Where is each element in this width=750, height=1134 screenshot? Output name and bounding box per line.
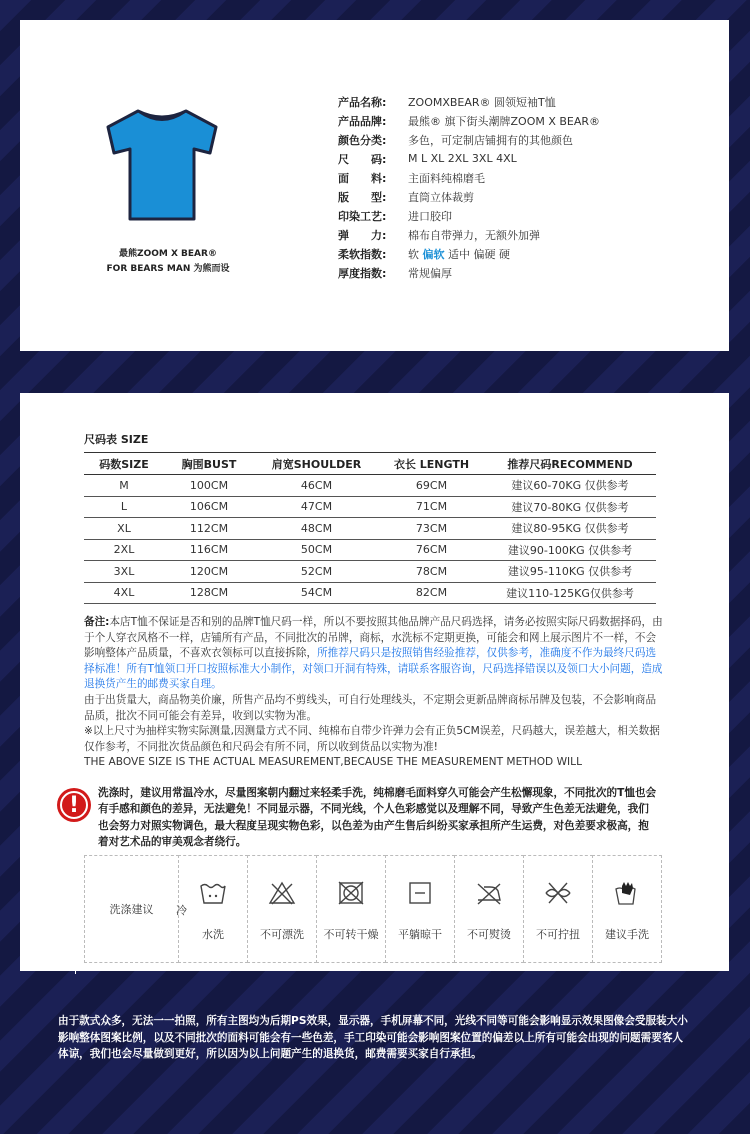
note-label: 备注: — [84, 616, 110, 628]
note-highlight: 所推荐尺码只是按照销售经验推荐，仅供参考，准确度不作为最终尺码选择标准！所有T恤领口开口按照标准大小制作，对领口开洞有特殊，请联系客服咨询，尺码选择错误以及领口大小问题，造成退换货产生的邮费买家自理。 — [84, 647, 663, 691]
cell: 82CM — [379, 582, 484, 604]
spec-row — [338, 111, 718, 130]
hand-wash-icon — [613, 880, 641, 906]
note-paragraph: ※以上尺寸为抽样实物实际测量,因测量方式不同、纯棉布自带少许弹力会有正负5CM误差，尺码越大，误差越大，相关数据仅作参考，不同批次货品颜色和尺码会有所不同，所以收到货品以实物为准! — [84, 725, 660, 753]
no-iron-icon — [475, 880, 503, 906]
cell: 4XL — [84, 582, 164, 604]
spec-value: 最熊® 旗下街头潮牌ZOOM X BEAR® — [408, 114, 601, 128]
no-wring-icon — [544, 880, 572, 906]
care-caption: 不可熨烫 — [467, 928, 511, 941]
cell: 建议80-95KG 仅供参考 — [484, 518, 656, 540]
cell: 71CM — [379, 496, 484, 518]
cell: 建议90-100KG 仅供参考 — [484, 539, 656, 561]
spec-key: 弹 力: — [338, 228, 387, 242]
size-notes — [84, 615, 664, 771]
spec-value: 主面料纯棉磨毛 — [408, 171, 485, 185]
spec-key: 版 型: — [338, 190, 387, 204]
table-row — [84, 582, 656, 604]
spec-key: 产品品牌: — [338, 114, 387, 128]
spec-row — [338, 168, 718, 187]
table-row — [84, 518, 656, 540]
cell: 建议110-125KG仅供参考 — [484, 582, 656, 604]
spec-row — [338, 206, 718, 225]
cell: 78CM — [379, 561, 484, 583]
cell: 112CM — [164, 518, 254, 540]
spec-row — [338, 244, 718, 263]
spec-row — [338, 187, 718, 206]
divider-tick — [75, 966, 76, 974]
note-paragraph: THE ABOVE SIZE IS THE ACTUAL MEASUREMENT,BECAUSE THE MEASUREMENT METHOD WILL — [84, 756, 582, 769]
care-caption: 建议手洗 — [605, 928, 649, 941]
cell: 120CM — [164, 561, 254, 583]
cell: 76CM — [379, 539, 484, 561]
column-header: 推荐尺码RECOMMEND — [484, 453, 656, 475]
wash-warning: 洗涤时，建议用常温冷水，尽量图案朝内翻过来轻柔手洗，纯棉磨毛面料穿久可能会产生松懈现象，不同批次的T恤也会有手感和颜色的差异，无法避免！不同显示器，不同光线，个人色彩感觉以及理解不同，导致产生色差无法避免，我们也会努力对照实物调色，最大程度呈现实物色彩，以色差为由产生售后纠纷买家承担所产生运费，对色差要求极高，抱着对艺术品的审美观念者绕行。 — [98, 787, 657, 849]
cell: 73CM — [379, 518, 484, 540]
cell: 建议95-110KG 仅供参考 — [484, 561, 656, 583]
softness-selected: 偏软 — [422, 247, 445, 261]
cell: 100CM — [164, 475, 254, 497]
cell: 69CM — [379, 475, 484, 497]
spec-row — [338, 92, 718, 111]
care-item — [385, 855, 455, 963]
spec-row — [338, 149, 718, 168]
cell: M — [84, 475, 164, 497]
cell: 106CM — [164, 496, 254, 518]
care-caption: 平躺晾干 — [398, 928, 442, 941]
column-header: 码数SIZE — [84, 453, 164, 475]
spec-value: ZOOMXBEAR® 圆领短袖T恤 — [408, 95, 556, 109]
column-header: 肩宽SHOULDER — [254, 453, 379, 475]
cell: 建议70-80KG 仅供参考 — [484, 496, 656, 518]
hand-wash-tub-icon — [199, 880, 227, 906]
table-row — [84, 475, 656, 497]
cell: 128CM — [164, 582, 254, 604]
column-header: 衣长 LENGTH — [379, 453, 484, 475]
size-chart-title: 尺码表 SIZE — [84, 433, 149, 446]
note-paragraph — [84, 615, 664, 693]
spec-key: 厚度指数: — [338, 266, 387, 280]
tshirt-icon — [106, 105, 218, 223]
cell: 2XL — [84, 539, 164, 561]
size-care-panel — [20, 393, 729, 971]
spec-row — [338, 130, 718, 149]
spec-value: 常规偏厚 — [408, 266, 452, 280]
cell: 建议60-70KG 仅供参考 — [484, 475, 656, 497]
spec-key: 颜色分类: — [338, 133, 387, 147]
cold-water-label: 冷 — [176, 904, 187, 917]
size-table-header — [84, 453, 656, 475]
spec-value: M L XL 2XL 3XL 4XL — [408, 152, 517, 165]
spec-row — [338, 263, 718, 282]
care-table — [84, 855, 672, 963]
no-bleach-icon — [268, 880, 296, 906]
warning-icon: ! — [57, 788, 91, 822]
dry-flat-icon — [406, 880, 434, 906]
table-row — [84, 561, 656, 583]
cell: 116CM — [164, 539, 254, 561]
softness-option: 软 — [408, 247, 423, 261]
spec-key: 产品名称: — [338, 95, 387, 109]
cell: 48CM — [254, 518, 379, 540]
spec-key: 柔软指数: — [338, 247, 387, 261]
spec-row — [338, 225, 718, 244]
care-item — [316, 855, 386, 963]
spec-value: 进口胶印 — [408, 209, 452, 223]
care-caption: 水洗 — [202, 928, 224, 941]
brand-slogan: FOR BEARS MAN 为熊而设 — [106, 264, 230, 274]
spec-list — [338, 92, 718, 282]
care-caption: 不可漂洗 — [260, 928, 304, 941]
size-table — [84, 452, 656, 604]
care-label: 洗涤建议 — [84, 855, 179, 963]
cell: L — [84, 496, 164, 518]
care-caption: 不可拧扭 — [536, 928, 580, 941]
spec-key: 面 料: — [338, 171, 387, 185]
care-item — [592, 855, 662, 963]
cell: 3XL — [84, 561, 164, 583]
spec-value: 多色，可定制店铺拥有的其他颜色 — [408, 133, 573, 147]
note-text: 本店T恤不保证是否和别的品牌T恤尺码一样，所以不要按照其他品牌产品尺码选择，请务必按照实际尺码数据择码，由于个人穿衣风格不一样，店铺所有产品，不同批次的吊牌，商标，水洗标不定期更换，可能会和网上展示图片不一样，不会影响整体产品质量，不喜欢衣领标可以直接拆除， — [84, 616, 663, 660]
spec-key: 尺 码: — [338, 152, 387, 166]
spec-value: 直筒立体裁剪 — [408, 190, 474, 204]
brand-tagline: 最熊ZOOM X BEAR® — [119, 249, 217, 259]
spec-key: 印染工艺: — [338, 209, 387, 223]
table-row — [84, 539, 656, 561]
no-tumble-dry-icon — [337, 880, 365, 906]
cell: 46CM — [254, 475, 379, 497]
care-caption: 不可转干燥 — [323, 928, 379, 941]
spec-value: 棉布自带弹力，无额外加弹 — [408, 228, 540, 242]
column-header: 胸围BUST — [164, 453, 254, 475]
cell: 52CM — [254, 561, 379, 583]
product-info-panel — [20, 20, 729, 351]
care-item — [523, 855, 593, 963]
cell: 47CM — [254, 496, 379, 518]
softness-scale — [408, 246, 510, 262]
softness-option: 适中 偏硬 硬 — [444, 247, 510, 261]
table-row — [84, 496, 656, 518]
note-paragraph: 由于出货量大，商品物美价廉，所售产品均不剪线头，可自行处理线头，不定期会更新品牌商标吊牌及包装，不会影响商品品质，批次不同可能会有差异，收到以实物为准。 — [84, 693, 657, 722]
cell: 50CM — [254, 539, 379, 561]
cell: 54CM — [254, 582, 379, 604]
disclaimer-note: 由于款式众多，无法一一拍照，所有主图均为后期PS效果，显示器，手机屏幕不同，光线不同等可能会影响显示效果图像会受服装大小影响整体图案比例，以及不同批次的面料可能会有一些色差，手工印染可能会影响图案位置的偏差以上所有可能会出现的问题需要客人体谅，我们也会尽量做到更好，所以因为以上问题产生的退换货，邮费需要买家自行承担。 — [58, 1015, 688, 1061]
care-item — [454, 855, 524, 963]
cell: XL — [84, 518, 164, 540]
care-item — [247, 855, 317, 963]
care-item — [178, 855, 248, 963]
